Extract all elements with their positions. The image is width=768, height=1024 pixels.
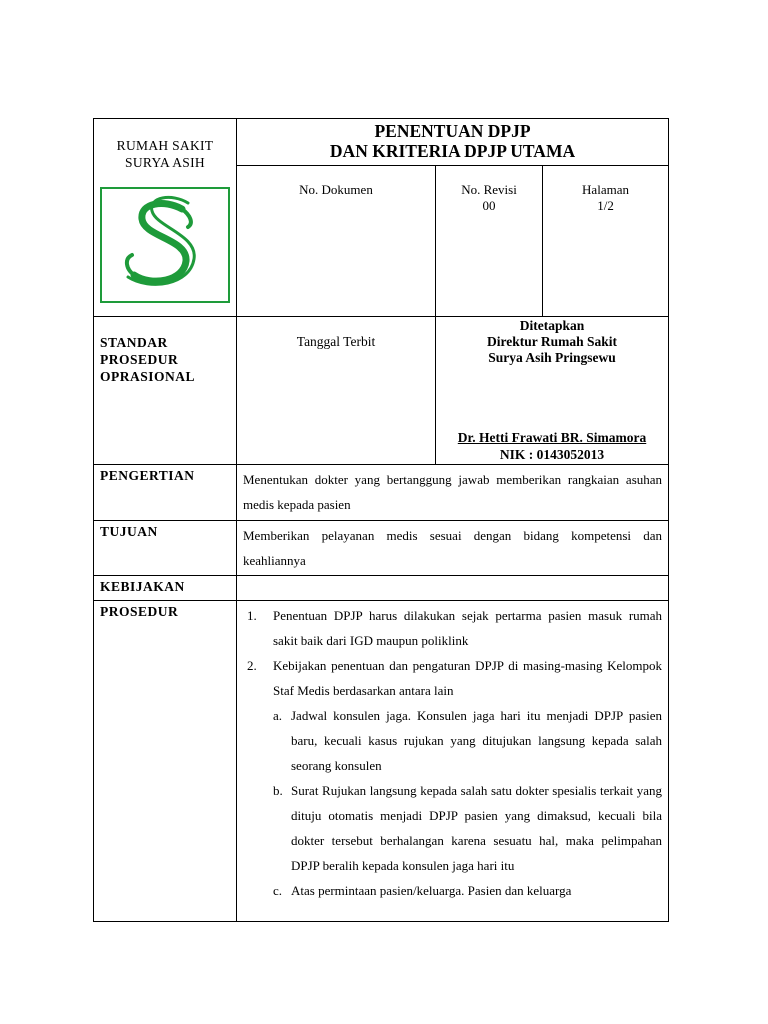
- no-dokumen-label: No. Dokumen: [299, 182, 373, 197]
- tujuan-label: TUJUAN: [94, 521, 237, 576]
- sop-label-line1: STANDAR: [100, 335, 168, 350]
- ditetapkan-cell: [436, 317, 669, 465]
- no-dokumen-cell: [237, 166, 436, 317]
- prosedur-subitem-text: Jadwal konsulen jaga. Konsulen jaga hari itu menjadi DPJP pasien baru, kecuali kasus rujukan yang ditujukan langsung kepada salah seorang konsulen: [291, 708, 663, 773]
- prosedur-item-text: Kebijakan penentuan dan pengaturan DPJP di masing-masing Kelompok Staf Medis berdasarkan antara lain: [273, 658, 663, 698]
- sop-table: [93, 118, 669, 922]
- halaman-cell: [543, 166, 669, 317]
- prosedur-subitem-letter: b.: [273, 783, 283, 798]
- sop-label-line2: PROSEDUR: [100, 352, 179, 367]
- kebijakan-label: KEBIJAKAN: [94, 576, 237, 601]
- document-title-line2: DAN KRITERIA DPJP UTAMA: [329, 141, 576, 161]
- prosedur-subitem-letter: a.: [273, 708, 283, 723]
- prosedur-item-1: [243, 603, 662, 653]
- prosedur-item-number: 2.: [247, 658, 257, 673]
- hospital-name: [94, 119, 236, 171]
- prosedur-label: PROSEDUR: [94, 601, 237, 922]
- no-revisi-cell: [436, 166, 543, 317]
- prosedur-subitem-text: Atas permintaan pasien/keluarga. Pasien dan keluarga: [291, 883, 572, 898]
- halaman-value: 1/2: [597, 198, 614, 213]
- hospital-name-line1: RUMAH SAKIT: [116, 138, 214, 153]
- prosedur-item-2: [243, 653, 662, 903]
- hospital-cell: [94, 119, 237, 317]
- tujuan-text: Memberikan pelayanan medis sesuai dengan bidang kompetensi dan keahliannya: [237, 521, 669, 576]
- prosedur-subitem-a: [273, 703, 662, 778]
- no-revisi-value: 00: [482, 198, 496, 213]
- ditetapkan-line2: Direktur Rumah Sakit: [487, 334, 618, 349]
- prosedur-subitem-b: [273, 778, 662, 878]
- prosedur-subitem-letter: c.: [273, 883, 283, 898]
- prosedur-subitem-c: [273, 878, 662, 903]
- prosedur-list: [243, 603, 662, 903]
- green-s-logo-icon: [100, 187, 230, 303]
- ditetapkan-line1: Ditetapkan: [519, 318, 585, 333]
- tanggal-terbit-label: Tanggal Terbit: [237, 317, 436, 465]
- document-title-line1: PENENTUAN DPJP: [374, 121, 531, 141]
- ditetapkan-line3: Surya Asih Pringsewu: [488, 350, 616, 365]
- signer-name: Dr. Hetti Frawati BR. Simamora: [457, 430, 647, 445]
- signer-nik: NIK : 0143052013: [499, 447, 605, 462]
- prosedur-subitem-text: Surat Rujukan langsung kepada salah satu dokter spesialis terkait yang dituju otomatis menjadi DPJP pasien yang dimaksud, kecuali bila dokter tersebut berhalangan karena sesuatu hal, maka pelimpahan DPJP beralih kepada konsulen jaga hari itu: [291, 783, 663, 873]
- hospital-name-line2: SURYA ASIH: [125, 155, 205, 170]
- signer-block: [436, 429, 668, 463]
- sop-label: [94, 317, 237, 465]
- halaman-label: Halaman: [582, 182, 629, 197]
- prosedur-content: [237, 601, 669, 922]
- prosedur-item-text: Penentuan DPJP harus dilakukan sejak pertarma pasien masuk rumah sakit baik dari IGD maupun poliklink: [273, 608, 663, 648]
- pengertian-label: PENGERTIAN: [94, 465, 237, 521]
- document-title: [237, 119, 669, 166]
- kebijakan-text: [237, 576, 669, 601]
- prosedur-item-number: 1.: [247, 608, 257, 623]
- sop-document: [93, 118, 668, 922]
- no-revisi-label: No. Revisi: [461, 182, 517, 197]
- pengertian-text: Menentukan dokter yang bertanggung jawab memberikan rangkaian asuhan medis kepada pasien: [237, 465, 669, 521]
- sop-label-line3: OPRASIONAL: [100, 369, 196, 384]
- prosedur-sublist: [273, 703, 662, 903]
